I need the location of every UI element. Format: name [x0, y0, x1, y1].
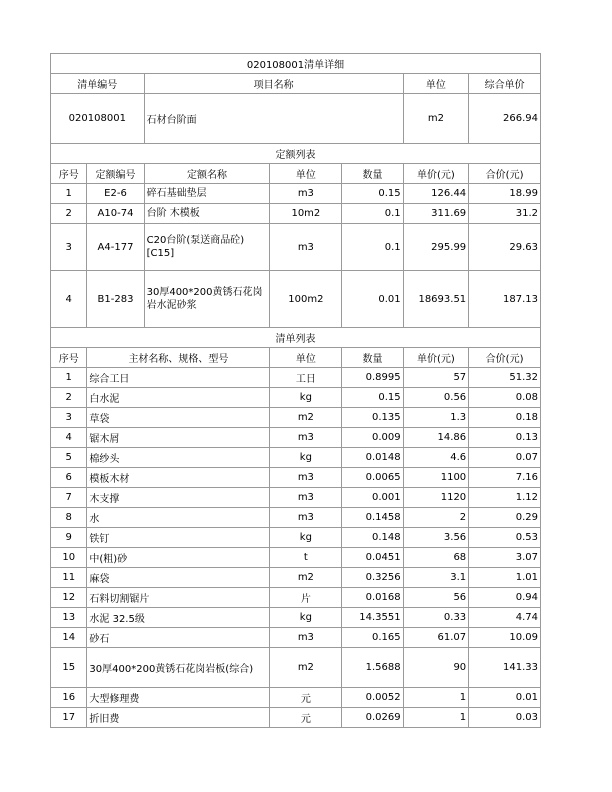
list-name: 铁钉 — [87, 528, 270, 548]
quota-section-title: 定额列表 — [51, 144, 541, 164]
list-qty: 0.1458 — [342, 508, 403, 528]
quota-row — [51, 204, 541, 224]
list-row — [51, 408, 541, 428]
quota-code-header: 定额编号 — [87, 164, 144, 184]
list-no: 16 — [51, 688, 87, 708]
list-name: 折旧费 — [87, 708, 270, 728]
list-unit: m3 — [270, 508, 342, 528]
list-price: 0.33 — [403, 608, 469, 628]
list-unit-header: 单位 — [270, 348, 342, 368]
list-total: 0.13 — [469, 428, 541, 448]
quota-section-row — [51, 144, 541, 164]
list-unit: kg — [270, 388, 342, 408]
quota-price: 311.69 — [403, 204, 469, 224]
list-name: 模板木材 — [87, 468, 270, 488]
list-total: 141.33 — [469, 648, 541, 688]
list-price: 3.56 — [403, 528, 469, 548]
quota-unit-header: 单位 — [270, 164, 342, 184]
quota-code: A4-177 — [87, 224, 144, 271]
list-price: 1 — [403, 688, 469, 708]
quota-price: 295.99 — [403, 224, 469, 271]
quota-name-header: 定额名称 — [144, 164, 270, 184]
list-row — [51, 588, 541, 608]
item-price-header: 综合单价 — [469, 74, 541, 94]
list-total: 0.08 — [469, 388, 541, 408]
list-no: 1 — [51, 368, 87, 388]
list-section-title: 清单列表 — [51, 328, 541, 348]
list-unit: m3 — [270, 468, 342, 488]
list-no: 10 — [51, 548, 87, 568]
list-price: 1120 — [403, 488, 469, 508]
list-price: 56 — [403, 588, 469, 608]
list-name: 砂石 — [87, 628, 270, 648]
list-unit: m3 — [270, 628, 342, 648]
list-no: 9 — [51, 528, 87, 548]
list-name: 中(粗)砂 — [87, 548, 270, 568]
quota-name: C20台阶(泵送商品砼)[C15] — [144, 224, 270, 271]
list-row — [51, 488, 541, 508]
list-price: 0.56 — [403, 388, 469, 408]
quota-qty: 0.01 — [342, 271, 403, 328]
list-total: 7.16 — [469, 468, 541, 488]
list-name: 30厚400*200黄锈石花岗岩板(综合) — [87, 648, 270, 688]
quota-unit: m3 — [270, 184, 342, 204]
quota-code: E2-6 — [87, 184, 144, 204]
quota-name: 30厚400*200黄锈石花岗岩水泥砂浆 — [144, 271, 270, 328]
list-section-row — [51, 328, 541, 348]
list-row — [51, 388, 541, 408]
list-total: 0.94 — [469, 588, 541, 608]
list-price: 1100 — [403, 468, 469, 488]
list-price: 14.86 — [403, 428, 469, 448]
quota-price-header: 单价(元) — [403, 164, 469, 184]
quota-no-header: 序号 — [51, 164, 87, 184]
list-no: 12 — [51, 588, 87, 608]
list-price-header: 单价(元) — [403, 348, 469, 368]
list-qty: 0.165 — [342, 628, 403, 648]
list-qty: 0.001 — [342, 488, 403, 508]
list-total: 0.01 — [469, 688, 541, 708]
quota-name: 碎石基础垫层 — [144, 184, 270, 204]
item-price: 266.94 — [469, 94, 541, 144]
list-unit: m3 — [270, 428, 342, 448]
list-qty: 0.0148 — [342, 448, 403, 468]
list-no: 6 — [51, 468, 87, 488]
list-qty: 1.5688 — [342, 648, 403, 688]
list-no: 11 — [51, 568, 87, 588]
list-unit: m3 — [270, 488, 342, 508]
quota-no: 4 — [51, 271, 87, 328]
list-qty: 0.0269 — [342, 708, 403, 728]
list-qty: 14.3551 — [342, 608, 403, 628]
list-total-header: 合价(元) — [469, 348, 541, 368]
list-unit: kg — [270, 448, 342, 468]
quota-row — [51, 224, 541, 271]
list-name: 棉纱头 — [87, 448, 270, 468]
list-name: 木支撑 — [87, 488, 270, 508]
quota-row — [51, 184, 541, 204]
list-name: 麻袋 — [87, 568, 270, 588]
list-row — [51, 508, 541, 528]
list-no: 15 — [51, 648, 87, 688]
list-unit: m2 — [270, 648, 342, 688]
quota-no: 1 — [51, 184, 87, 204]
list-qty: 0.135 — [342, 408, 403, 428]
list-unit: t — [270, 548, 342, 568]
list-qty-header: 数量 — [342, 348, 403, 368]
item-name-header: 项目名称 — [144, 74, 403, 94]
list-price: 1.3 — [403, 408, 469, 428]
quota-qty: 0.1 — [342, 224, 403, 271]
list-row — [51, 548, 541, 568]
list-row — [51, 568, 541, 588]
item-code: 020108001 — [51, 94, 145, 144]
list-qty: 0.15 — [342, 388, 403, 408]
list-total: 4.74 — [469, 608, 541, 628]
list-qty: 0.009 — [342, 428, 403, 448]
list-qty: 0.8995 — [342, 368, 403, 388]
item-code-header: 清单编号 — [51, 74, 145, 94]
list-total: 3.07 — [469, 548, 541, 568]
quota-qty-header: 数量 — [342, 164, 403, 184]
list-price: 57 — [403, 368, 469, 388]
list-row — [51, 528, 541, 548]
list-total: 0.18 — [469, 408, 541, 428]
list-price: 61.07 — [403, 628, 469, 648]
list-no: 2 — [51, 388, 87, 408]
list-unit: m2 — [270, 568, 342, 588]
list-row — [51, 468, 541, 488]
quota-total: 29.63 — [469, 224, 541, 271]
list-price: 2 — [403, 508, 469, 528]
list-no: 13 — [51, 608, 87, 628]
quota-price: 126.44 — [403, 184, 469, 204]
list-name: 锯木屑 — [87, 428, 270, 448]
list-total: 0.53 — [469, 528, 541, 548]
list-unit: 工日 — [270, 368, 342, 388]
quota-total: 187.13 — [469, 271, 541, 328]
list-name: 大型修理费 — [87, 688, 270, 708]
list-unit: 元 — [270, 708, 342, 728]
list-row — [51, 368, 541, 388]
list-qty: 0.0168 — [342, 588, 403, 608]
list-name-header: 主材名称、规格、型号 — [87, 348, 270, 368]
quota-row — [51, 271, 541, 328]
quota-no: 2 — [51, 204, 87, 224]
list-row — [51, 428, 541, 448]
list-name: 石料切割锯片 — [87, 588, 270, 608]
bill-detail-table — [50, 53, 541, 728]
item-unit-header: 单位 — [403, 74, 469, 94]
quota-total: 18.99 — [469, 184, 541, 204]
list-no: 8 — [51, 508, 87, 528]
table-title: 020108001清单详细 — [51, 54, 541, 74]
quota-unit: 10m2 — [270, 204, 342, 224]
list-no: 14 — [51, 628, 87, 648]
list-unit: 元 — [270, 688, 342, 708]
quota-qty: 0.1 — [342, 204, 403, 224]
list-no: 4 — [51, 428, 87, 448]
quota-total-header: 合价(元) — [469, 164, 541, 184]
list-row — [51, 448, 541, 468]
quota-name: 台阶 木模板 — [144, 204, 270, 224]
list-row — [51, 608, 541, 628]
quota-header-row — [51, 164, 541, 184]
list-row — [51, 708, 541, 728]
list-name: 草袋 — [87, 408, 270, 428]
list-no: 7 — [51, 488, 87, 508]
list-name: 水 — [87, 508, 270, 528]
quota-price: 18693.51 — [403, 271, 469, 328]
list-total: 0.07 — [469, 448, 541, 468]
item-name: 石材台阶面 — [144, 94, 403, 144]
list-row — [51, 648, 541, 688]
list-row — [51, 688, 541, 708]
quota-code: B1-283 — [87, 271, 144, 328]
quota-unit: 100m2 — [270, 271, 342, 328]
list-row — [51, 628, 541, 648]
list-qty: 0.148 — [342, 528, 403, 548]
list-name: 白水泥 — [87, 388, 270, 408]
item-unit: m2 — [403, 94, 469, 144]
list-total: 51.32 — [469, 368, 541, 388]
item-row — [51, 94, 541, 144]
list-no: 17 — [51, 708, 87, 728]
list-name: 综合工日 — [87, 368, 270, 388]
list-total: 1.01 — [469, 568, 541, 588]
list-no: 3 — [51, 408, 87, 428]
list-price: 4.6 — [403, 448, 469, 468]
list-qty: 0.3256 — [342, 568, 403, 588]
list-qty: 0.0451 — [342, 548, 403, 568]
list-unit: 片 — [270, 588, 342, 608]
list-header-row — [51, 348, 541, 368]
list-unit: kg — [270, 528, 342, 548]
quota-code: A10-74 — [87, 204, 144, 224]
list-total: 1.12 — [469, 488, 541, 508]
quota-unit: m3 — [270, 224, 342, 271]
quota-no: 3 — [51, 224, 87, 271]
list-total: 0.29 — [469, 508, 541, 528]
list-qty: 0.0052 — [342, 688, 403, 708]
list-qty: 0.0065 — [342, 468, 403, 488]
quota-qty: 0.15 — [342, 184, 403, 204]
list-name: 水泥 32.5级 — [87, 608, 270, 628]
list-unit: m2 — [270, 408, 342, 428]
item-header-row — [51, 74, 541, 94]
list-price: 68 — [403, 548, 469, 568]
list-total: 10.09 — [469, 628, 541, 648]
list-price: 90 — [403, 648, 469, 688]
list-price: 3.1 — [403, 568, 469, 588]
list-total: 0.03 — [469, 708, 541, 728]
title-row — [51, 54, 541, 74]
list-price: 1 — [403, 708, 469, 728]
list-no: 5 — [51, 448, 87, 468]
list-unit: kg — [270, 608, 342, 628]
list-no-header: 序号 — [51, 348, 87, 368]
quota-total: 31.2 — [469, 204, 541, 224]
